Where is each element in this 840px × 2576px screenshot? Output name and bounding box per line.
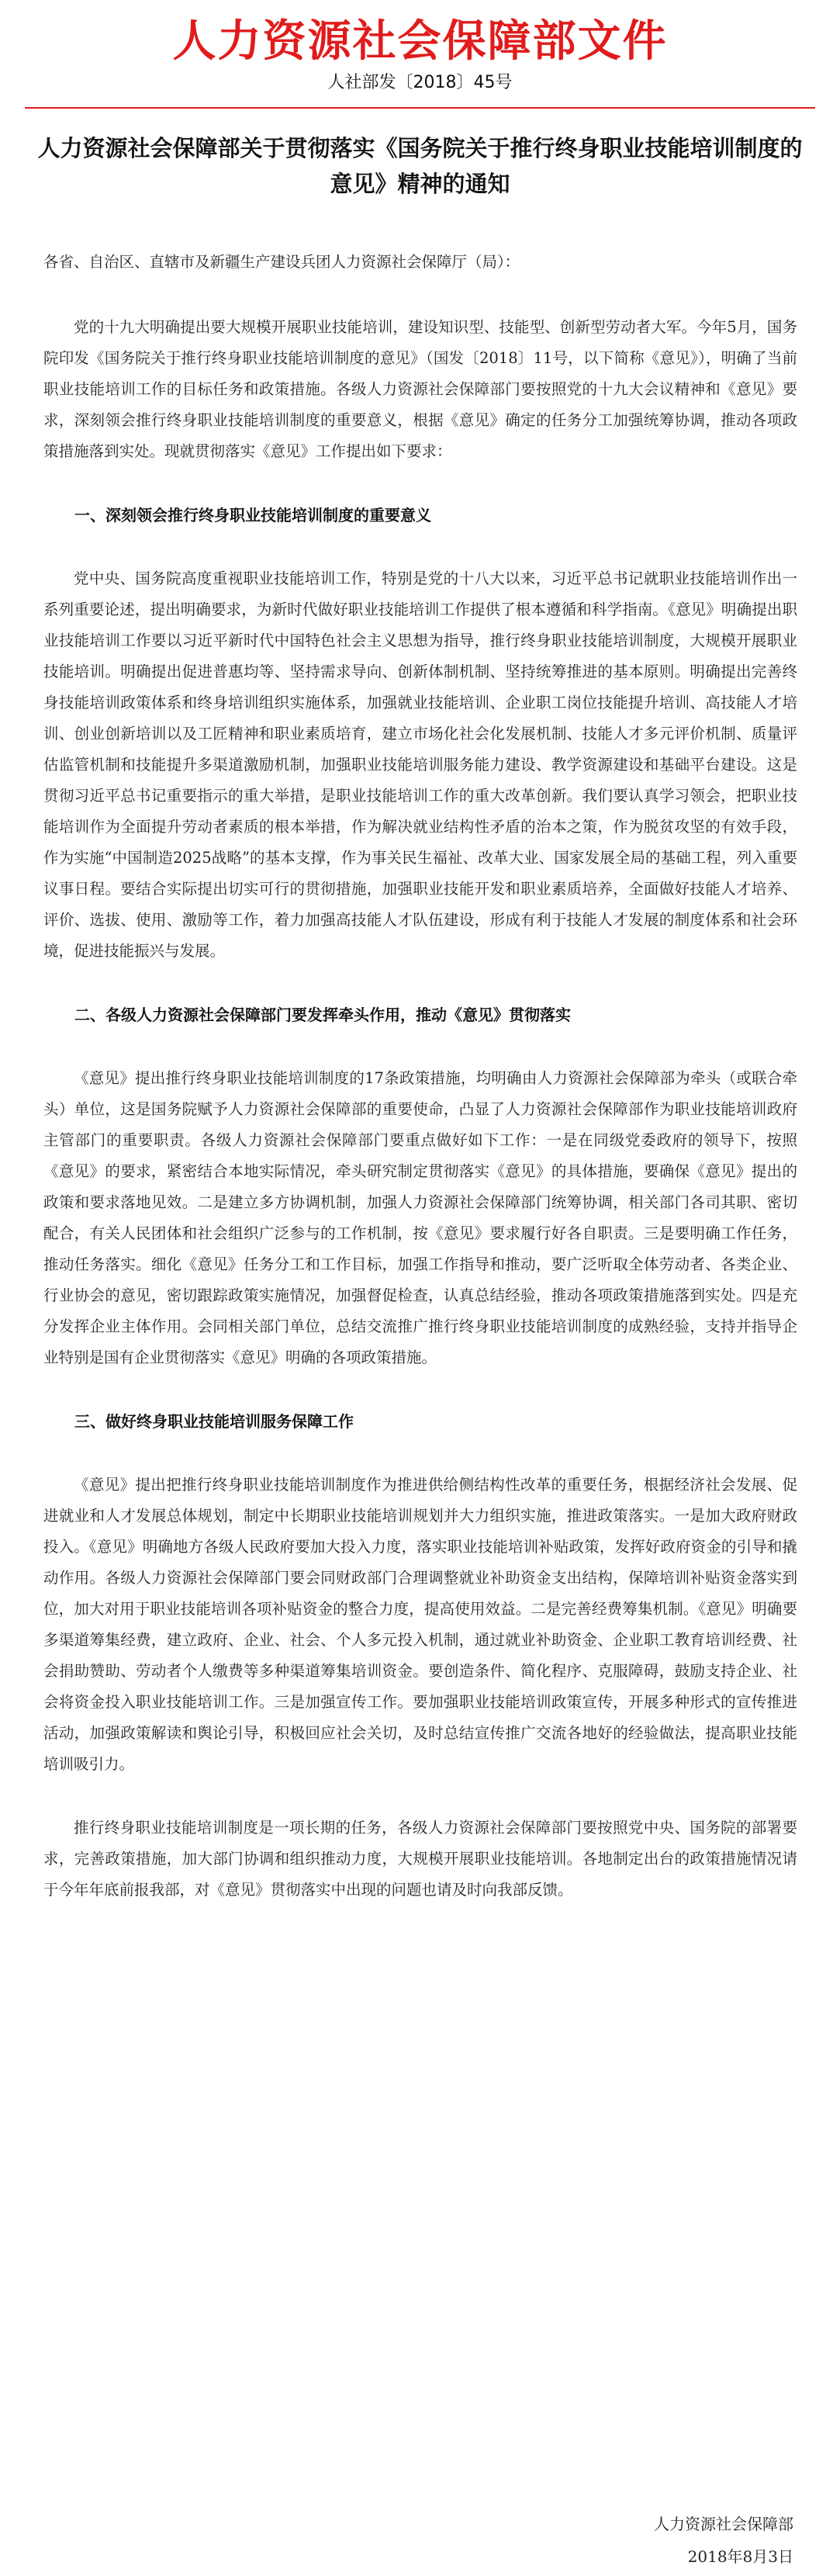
intro-paragraph: 党的十九大明确提出要大规模开展职业技能培训，建设知识型、技能型、创新型劳动者大军。今年5月，国务院印发《国务院关于推行终身职业技能培训制度的意见》（国发〔2018〕11号，以下简称《意见》），明确了当前职业技能培训工作的目标任务和政策措施。各级人力资源社会保障部门要按照党的十九大会议精神和《意见》要求，深刻领会推行终身职业技能培训制度的重要意义，根据《意见》确定的任务分工加强统筹协调，推动各项政策措施落到实处。现就贯彻落实《意见》工作提出如下要求： xyxy=(43,318,797,460)
signature-date: 2018年8月3日 xyxy=(687,2547,793,2566)
section-1-heading: 一、深刻领会推行终身职业技能培训制度的重要意义 xyxy=(74,506,431,525)
section-3-body: 《意见》提出把推行终身职业技能培训制度作为推进供给侧结构性改革的重要任务，根据经济社会发展、促进就业和人才发展总体规划，制定中长期职业技能培训规划并大力组织实施，推进政策落实。一是加大政府财政投入。《意见》明确地方各级人民政府要加大投入力度，落实职业技能培训补贴政策，发挥好政府资金的引导和撬动作用。各级人力资源社会保障部门要会同财政部门合理调整就业补助资金支出结构，保障培训补贴资金落实到位，加大对用于职业技能培训各项补贴资金的整合力度，提高使用效益。二是完善经费筹集机制。《意见》明确要多渠道筹集经费，建立政府、企业、社会、个人多元投入机制，通过就业补助资金、企业职工教育培训经费、社会捐助赞助、劳动者个人缴费等多种渠道筹集培训资金。要创造条件、简化程序、克服障碍，鼓励支持企业、社会将资金投入职业技能培训工作。三是加强宣传工作。要加强职业技能培训政策宣传，开展多种形式的宣传推进活动，加强政策解读和舆论引导，积极回应社会关切，及时总结宣传推广交流各地好的经验做法，提高职业技能培训吸引力。 xyxy=(43,1476,797,1773)
section-2-body: 《意见》提出推行终身职业技能培训制度的17条政策措施，均明确由人力资源社会保障部为牵头（或联合牵头）单位，这是国务院赋予人力资源社会保障部的重要使命，凸显了人力资源社会保障部作为职业技能培训政府主管部门的重要职责。各级人力资源社会保障部门要重点做好如下工作：一是在同级党委政府的领导下，按照《意见》的要求，紧密结合本地实际情况，牵头研究制定贯彻落实《意见》的具体措施，要确保《意见》提出的政策和要求落地见效。二是建立多方协调机制，加强人力资源社会保障部门统筹协调，相关部门各司其职、密切配合，有关人民团体和社会组织广泛参与的工作机制，按《意见》要求履行好各自职责。三是要明确工作任务，推动任务落实。细化《意见》任务分工和工作目标，加强工作指导和推动，要广泛听取全体劳动者、各类企业、行业协会的意见，密切跟踪政策实施情况，加强督促检查，认真总结经验，推动各项政策措施落到实处。四是充分发挥企业主体作用。会同相关部门单位，总结交流推广推行终身职业技能培训制度的成熟经验，支持并指导企业特别是国有企业贯彻落实《意见》明确的各项政策措施。 xyxy=(43,1069,797,1366)
document-body xyxy=(43,247,797,1938)
salutation: 各省、自治区、直辖市及新疆生产建设兵团人力资源社会保障厅（局）： xyxy=(43,253,520,271)
header-divider xyxy=(25,107,815,109)
document-number: 人社部发〔2018〕45号 xyxy=(327,73,513,92)
section-2-heading: 二、各级人力资源社会保障部门要发挥牵头作用，推动《意见》贯彻落实 xyxy=(74,1006,571,1024)
notice-title: 人力资源社会保障部关于贯彻落实《国务院关于推行终身职业技能培训制度的意见》精神的通知 xyxy=(37,135,803,197)
section-1-body: 党中央、国务院高度重视职业技能培训工作，特别是党的十八大以来，习近平总书记就职业技能培训作出一系列重要论述，提出明确要求，为新时代做好职业技能培训工作提供了根本遵循和科学指南。《意见》明确提出职业技能培训工作要以习近平新时代中国特色社会主义思想为指导，推行终身职业技能培训制度，大规模开展职业技能培训。明确提出促进普惠均等、坚持需求导向、创新体制机制、坚持统筹推进的基本原则。明确提出完善终身技能培训政策体系和终身培训组织实施体系，加强就业技能培训、企业职工岗位技能提升培训、高技能人才培训、创业创新培训以及工匠精神和职业素质培育，建立市场化社会化发展机制、技能人才多元评价机制、质量评估监管机制和技能提升多渠道激励机制，加强职业技能培训服务能力建设、教学资源建设和基础平台建设。这是贯彻习近平总书记重要指示的重大举措，是职业技能培训工作的重大改革创新。我们要认真学习领会，把职业技能培训作为全面提升劳动者素质的根本举措，作为解决就业结构性矛盾的治本之策，作为脱贫攻坚的有效手段，作为实施“中国制造2025战略”的基本支撑，作为事关民生福祉、改革大业、国家发展全局的基础工程，列入重要议事日程。要结合实际提出切实可行的贯彻措施，加强职业技能开发和职业素质培养，全面做好技能人才培养、评价、选拔、使用、激励等工作，着力加强高技能人才队伍建设，形成有利于技能人才发展的制度体系和社会环境，促进技能振兴与发展。 xyxy=(43,570,797,960)
signature-organization: 人力资源社会保障部 xyxy=(654,2515,793,2533)
section-3-heading: 三、做好终身职业技能培训服务保障工作 xyxy=(74,1412,354,1431)
closing-paragraph: 推行终身职业技能培训制度是一项长期的任务，各级人力资源社会保障部门要按照党中央、国务院的部署要求，完善政策措施，加大部门协调和组织推动力度，大规模开展职业技能培训。各地制定出台的政策措施情况请于今年年底前报我部，对《意见》贯彻落实中出现的问题也请及时向我部反馈。 xyxy=(43,1819,797,1899)
document-header-title: 人力资源社会保障部文件 xyxy=(172,16,668,67)
